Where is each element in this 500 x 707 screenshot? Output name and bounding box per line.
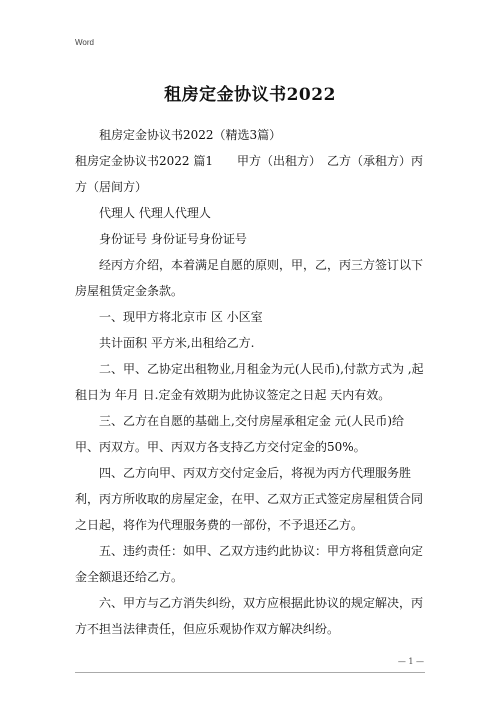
paragraph-id-number: 身份证号 身份证号身份证号 [99,232,247,246]
paragraph-clause-2: 二、甲、乙协定出租物业,月租金为元(人民币),付款方式为 ,起租日为 年月 日.定金有效期为此协议签定之日起 天内有效。 [75,362,424,402]
page-number: — 1 — [397,657,424,666]
paragraph-clause-5: 五、违约责任：如甲、乙双方违约此协议：甲方将租赁意向定金全额退还给乙方。 [75,544,424,584]
paragraph-clause-4: 四、乙方向甲、丙双方交付定金后，将视为丙方代理服务胜利，丙方所收取的房屋定金，在甲、乙双方正式签定房屋租赁合同之日起，将作为代理服务费的一部份，不予退还乙方。 [75,466,424,532]
document-body [75,122,425,642]
footer-divider [75,672,425,673]
paragraph-parties: 租房定金协议书2022 篇1 甲方（出租方） 乙方（承租方）丙方（居间方） [75,154,423,194]
header-label: Word [75,38,94,47]
paragraph-clause-6: 六、甲方与乙方消失纠纷，双方应根据此协议的规定解决，丙方不担当法律责任，但应乐观协作双方解决纠纷。 [75,596,424,636]
paragraph-subtitle: 租房定金协议书2022（精选3篇） [99,128,282,142]
paragraph-clause-3: 三、乙方在自愿的基础上,交付房屋承租定金 元(人民币)给甲、丙双方。甲、丙双方各支持乙方交付定金的50%。 [75,414,404,454]
paragraph-intro: 经丙方介绍，本着满足自愿的原则，甲，乙，丙三方签订以下房屋租赁定金条款。 [75,258,424,298]
document-title: 租房定金协议书2022 [164,85,336,105]
paragraph-agent: 代理人 代理人代理人 [99,206,211,220]
paragraph-area: 共计面积 平方米,出租给乙方. [99,336,255,350]
paragraph-clause-1: 一、现甲方将北京市 区 小区室 [99,310,263,324]
